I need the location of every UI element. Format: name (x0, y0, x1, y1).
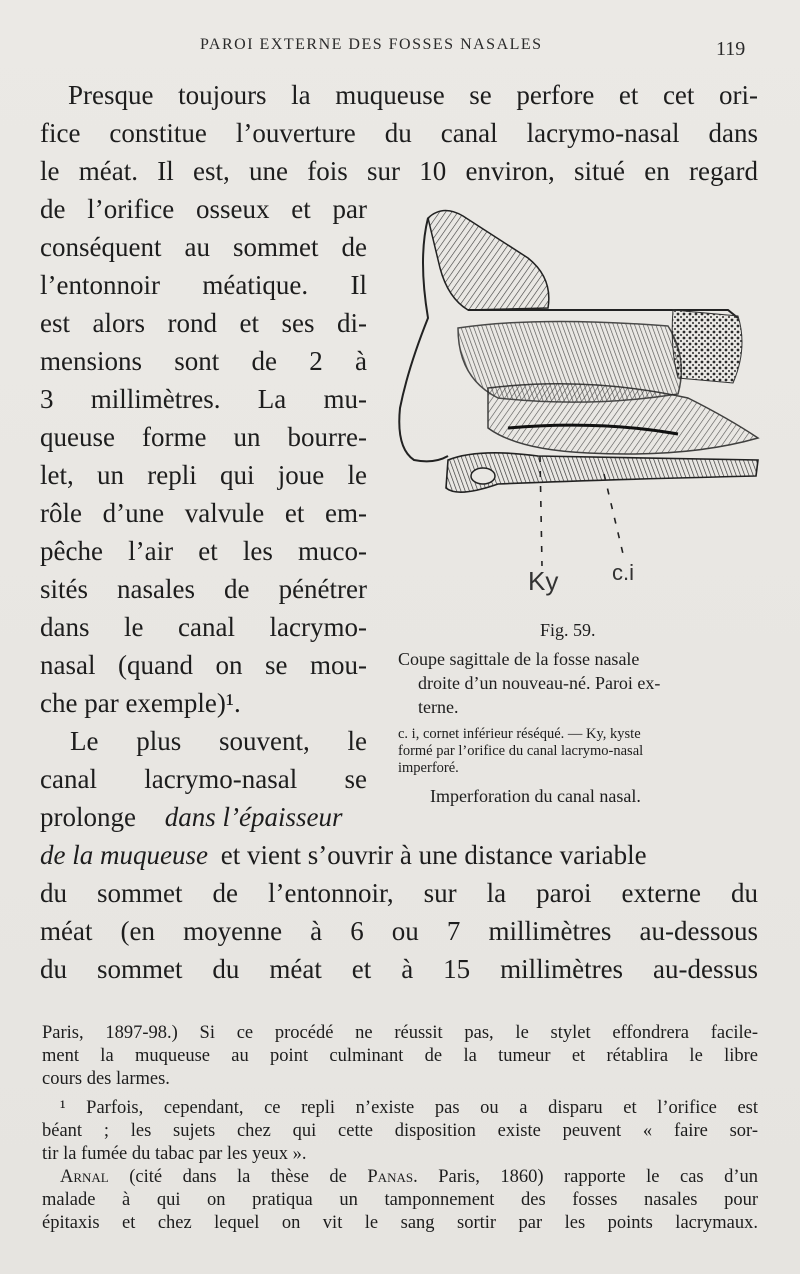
body-line: l’entonnoir méatique. Il (40, 270, 367, 300)
footnote-line: béant ; les sujets chez qui cette disposition existe peuvent « faire sor- (42, 1121, 758, 1141)
footnote-line (60, 1166, 758, 1189)
figure-label-ky: Ky (528, 566, 559, 596)
footnote-line: Paris, 1897-98.) Si ce procédé ne réussit pas, le stylet effondrera facile- (42, 1023, 758, 1043)
body-line (40, 798, 367, 836)
figure-subcaption: Imperforation du canal nasal. (430, 786, 641, 806)
figure-label-ci: c.i (612, 560, 634, 585)
body-line: est alors rond et ses di- (40, 308, 367, 338)
footnote-line: épitaxis et chez lequel on vit le sang sortir par les points lacrymaux. (42, 1213, 758, 1233)
figure-number: Fig. 59. (540, 620, 596, 640)
footnote-text: . Paris, 1860) rapporte le cas d’un (413, 1167, 759, 1187)
anatomical-illustration (388, 198, 760, 608)
figure-legend-line: formé par l’orifice du canal lacrymo-nasal (398, 743, 644, 759)
italic-text: de la muqueuse (40, 840, 208, 870)
footnote-line: cours des larmes. (42, 1069, 170, 1089)
figure-caption-line: droite d’un nouveau-né. Paroi ex- (418, 673, 661, 693)
body-text: et vient s’ouvrir à une distance variable (220, 840, 647, 870)
footnote-line: ment la muqueuse au point culminant de la tumeur et rétablira le libre (42, 1046, 758, 1066)
author-name: Panas (367, 1167, 414, 1187)
body-line: sités nasales de pénétrer (40, 574, 367, 604)
body-line: Le plus souvent, le (70, 726, 367, 756)
figure-caption-line: terne. (418, 697, 459, 717)
body-line (40, 836, 758, 874)
body-line: conséquent au sommet de (40, 232, 367, 262)
page-number: 119 (716, 38, 746, 60)
body-line: che par exemple)¹. (40, 688, 241, 718)
footnote-line: malade à qui on pratiqua un tamponnement des fosses nasales pour (42, 1190, 758, 1210)
body-text: prolonge (40, 802, 136, 832)
body-line: du sommet du méat et à 15 millimètres au-dessus (40, 954, 758, 984)
body-line: méat (en moyenne à 6 ou 7 millimètres au-dessous (40, 916, 758, 946)
footnote-line: ¹ Parfois, cependant, ce repli n’existe pas ou a disparu et l’orifice est (60, 1098, 758, 1118)
italic-text: dans l’épaisseur (164, 802, 343, 832)
body-line: dans le canal lacrymo- (40, 612, 367, 642)
body-line: le méat. Il est, une fois sur 10 environ, situé en regard (40, 156, 758, 186)
author-name: Arnal (60, 1167, 109, 1187)
body-line: queuse forme un bourre- (40, 422, 367, 452)
body-line: nasal (quand on se mou- (40, 650, 367, 680)
body-line: fice constitue l’ouverture du canal lacrymo-nasal dans (40, 118, 758, 148)
body-line: pêche l’air et les muco- (40, 536, 367, 566)
figure-legend-line: imperforé. (398, 760, 459, 776)
figure-legend-line: c. i, cornet inférieur réséqué. — Ky, kyste (398, 726, 641, 742)
body-line: rôle d’une valvule et em- (40, 498, 367, 528)
body-line: mensions sont de 2 à (40, 346, 367, 376)
running-head: PAROI EXTERNE DES FOSSES NASALES (200, 36, 543, 53)
body-line: de l’orifice osseux et par (40, 194, 367, 224)
body-line: canal lacrymo-nasal se (40, 764, 367, 794)
footnote-text: (cité dans la thèse de (129, 1167, 347, 1187)
figure-caption-line: Coupe sagittale de la fosse nasale (398, 649, 640, 669)
body-line: let, un repli qui joue le (40, 460, 367, 490)
body-line: Presque toujours la muqueuse se perfore et cet ori- (68, 80, 758, 110)
footnote-line: tir la fumée du tabac par les yeux ». (42, 1144, 307, 1164)
body-line: 3 millimètres. La mu- (40, 384, 367, 414)
body-line: du sommet de l’entonnoir, sur la paroi externe du (40, 878, 758, 908)
